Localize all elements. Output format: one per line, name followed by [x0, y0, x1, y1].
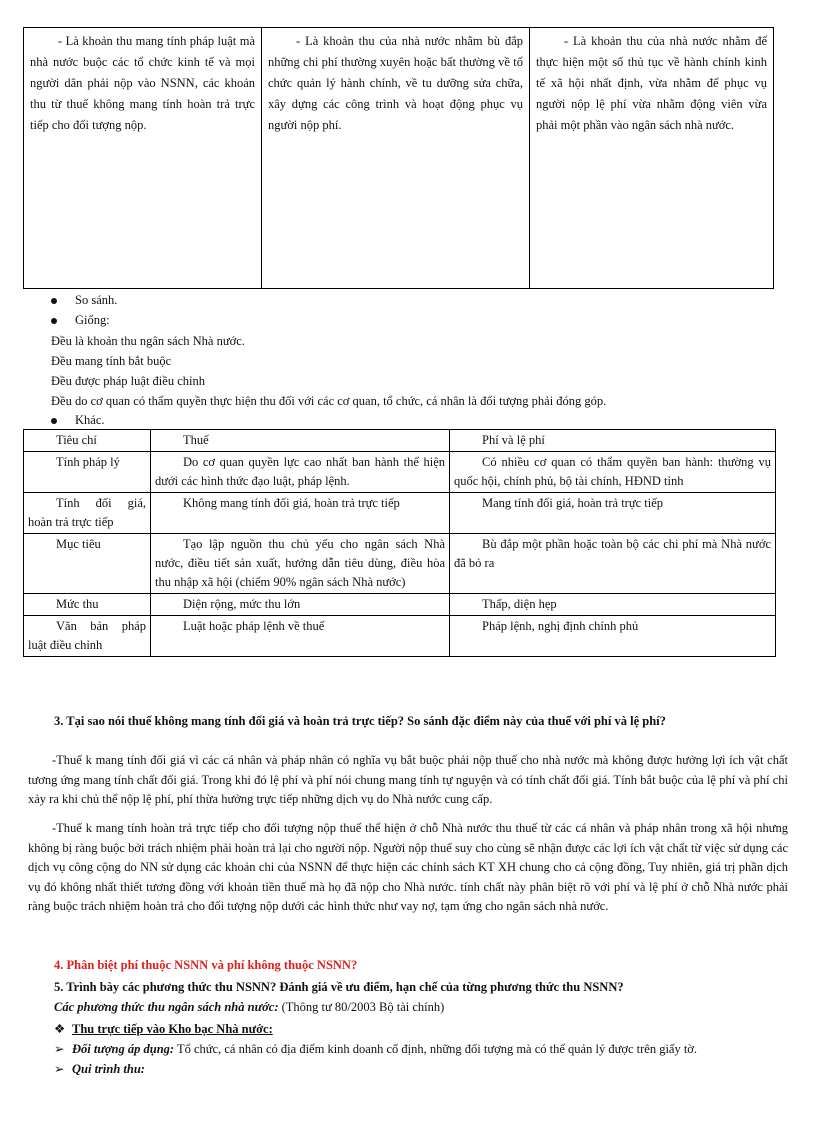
table-header-row — [24, 430, 776, 452]
arrow-bullet-icon: ➢ — [54, 1042, 65, 1056]
bullet-dot-icon — [51, 418, 57, 424]
top-definition-table — [23, 27, 774, 289]
header-criteria: Tiêu chí — [24, 430, 151, 452]
row-tax: Diện rộng, mức thu lớn — [151, 594, 450, 616]
item-collection-process: ➢ Qui trình thu: — [54, 1062, 145, 1076]
row-tax: Luật hoặc pháp lệnh về thuế — [151, 616, 450, 657]
table-row — [24, 594, 776, 616]
question-4-heading: 4. Phân biệt phí thuộc NSNN và phí không thuộc NSNN? — [54, 958, 358, 972]
row-fees: Có nhiều cơ quan có thẩm quyền ban hành: thường vụ quốc hội, chính phủ, bộ tài chính, HĐND tỉnh — [450, 452, 776, 493]
row-criteria: Văn bản pháp luật điều chỉnh — [24, 616, 151, 657]
row-fees: Pháp lệnh, nghị định chính phủ — [450, 616, 776, 657]
header-fees: Phí và lệ phí — [450, 430, 776, 452]
row-fees: Mang tính đối giá, hoàn trả trực tiếp — [450, 493, 776, 534]
table-row — [24, 534, 776, 594]
charge-definition-cell: - Là khoản thu của nhà nước nhằm để thực hiện một số thủ tục về hành chính kinh tế xã hội nhất định, vừa nhằm để phục vụ người nộp lệ phí vừa nhằm động viên vừa phải một phần vào ngân sách nhà nước. — [530, 28, 774, 289]
tax-definition-cell: - Là khoản thu mang tính pháp luật mà nhà nước buộc các tổ chức kinh tế và mọi người dân phải nộp vào NSNN, các khoản thu từ thuế không mang tính hoàn trả trực tiếp cho đối tượng nộp. — [24, 28, 262, 289]
same-line-1: Đều là khoản thu ngân sách Nhà nước. — [51, 334, 245, 348]
row-criteria: Tính đối giá, hoàn trả trực tiếp — [24, 493, 151, 534]
diamond-bullet-icon: ❖ — [54, 1022, 66, 1036]
bullet-dot-icon — [51, 318, 57, 324]
fee-definition-cell: - Là khoản thu của nhà nước nhằm bù đắp những chi phí thường xuyên hoặc bất thường về tổ chức quản lý hành chính, về tu dưỡng sửa chữa, xây dựng các công trình và hoạt động phục vụ người nộp phí. — [262, 28, 530, 289]
row-tax: Do cơ quan quyền lực cao nhất ban hành thể hiện dưới các hình thức đạo luật, pháp lệnh. — [151, 452, 450, 493]
question-3-paragraph-2: -Thuế k mang tính hoàn trả trực tiếp cho đối tượng nộp thuế thể hiện ở chỗ Nhà nước thu thuế từ các cá nhân và pháp nhân trong xã hội nhưng không bị ràng buộc bởi trách nhiệm phải hoàn trả lại cho người nộp. Người nộp thuế suy cho cùng sẽ nhận được các lợi ích vật chất từ việc sử dụng các dịch vụ công cộng do NN sử dụng các khoản chi của NSNN để thực hiện các chính sách KT XH chung cho cả cộng đồng, Tuy nhiên, giá trị phần dịch vụ đó không nhất thiết tương đồng với khoản tiền thuế mà họ đã nộp cho Nhà nước. tính chất này phân biệt rõ với phí và lệ phí ở chỗ Nhà nước phải ràng buộc trách nhiệm hoàn trả cho đối tượng nộp dưới các hình thức như vay nợ, tạm ứng cho ngân sách nhà nước. — [28, 821, 788, 913]
bullet-same: Giống: — [51, 313, 110, 328]
arrow-bullet-icon: ➢ — [54, 1062, 65, 1076]
item-applicable-subjects: ➢ Đối tượng áp dụng: Tổ chức, cá nhân có địa điểm kinh doanh cố định, những đối tượng mà có thể quản lý được trên giấy tờ. — [54, 1042, 698, 1056]
table-row — [24, 616, 776, 657]
row-tax: Không mang tính đối giá, hoàn trả trực tiếp — [151, 493, 450, 534]
difference-table — [23, 429, 776, 657]
question-3-paragraph-1: -Thuế k mang tính đối giá vì các cá nhân và pháp nhân có nghĩa vụ bắt buộc phải nộp thuế cho nhà nước mà không được hưởng lợi ích vật chất tương ứng mang tính chất đối giá. Trong khi đó lệ phí và phí nói chung mang tính tự nguyện và có tính chất đối giá. Tính bắt buộc của lệ phí và phí chỉ xảy ra khi chủ thể nộp lệ phí, phí thừa hưởng trực tiếp những dịch vụ do Nhà nước cung cấp. — [28, 753, 788, 806]
table-row — [24, 28, 774, 289]
row-criteria: Mức thu — [24, 594, 151, 616]
item-direct-collection: ❖ Thu trực tiếp vào Kho bạc Nhà nước: — [54, 1022, 273, 1036]
bullet-different: Khác. — [51, 413, 105, 428]
bullet-compare: So sánh. — [51, 293, 117, 308]
table-row — [24, 493, 776, 534]
methods-line: Các phương thức thu ngân sách nhà nước: (Thông tư 80/2003 Bộ tài chính) — [54, 1000, 445, 1014]
same-line-2: Đều mang tính bắt buộc — [51, 354, 172, 368]
row-tax: Tạo lập nguồn thu chủ yếu cho ngân sách Nhà nước, điều tiết sản xuất, hướng dẫn tiêu dùng, điều hòa thu nhập xã hội (chiếm 90% ngân sách Nhà nước) — [151, 534, 450, 594]
question-3-heading: 3. Tại sao nói thuế không mang tính đối giá và hoàn trả trực tiếp? So sánh đặc điểm này của thuế với phí và lệ phí? — [54, 714, 666, 728]
row-criteria: Mục tiêu — [24, 534, 151, 594]
same-line-3: Đều được pháp luật điều chỉnh — [51, 374, 205, 388]
row-fees: Bù đắp một phần hoặc toàn bộ các chi phí mà Nhà nước đã bỏ ra — [450, 534, 776, 594]
row-fees: Thấp, diện hẹp — [450, 594, 776, 616]
header-tax: Thuế — [151, 430, 450, 452]
same-line-4: Đều do cơ quan có thẩm quyền thực hiện thu đối với các cơ quan, tổ chức, cá nhân là đối tượng phải đóng góp. — [51, 394, 607, 408]
bullet-dot-icon — [51, 298, 57, 304]
table-row — [24, 452, 776, 493]
question-5-heading: 5. Trình bày các phương thức thu NSNN? Đánh giá về ưu điểm, hạn chế của từng phương thức thu NSNN? — [54, 980, 624, 994]
row-criteria: Tính pháp lý — [24, 452, 151, 493]
